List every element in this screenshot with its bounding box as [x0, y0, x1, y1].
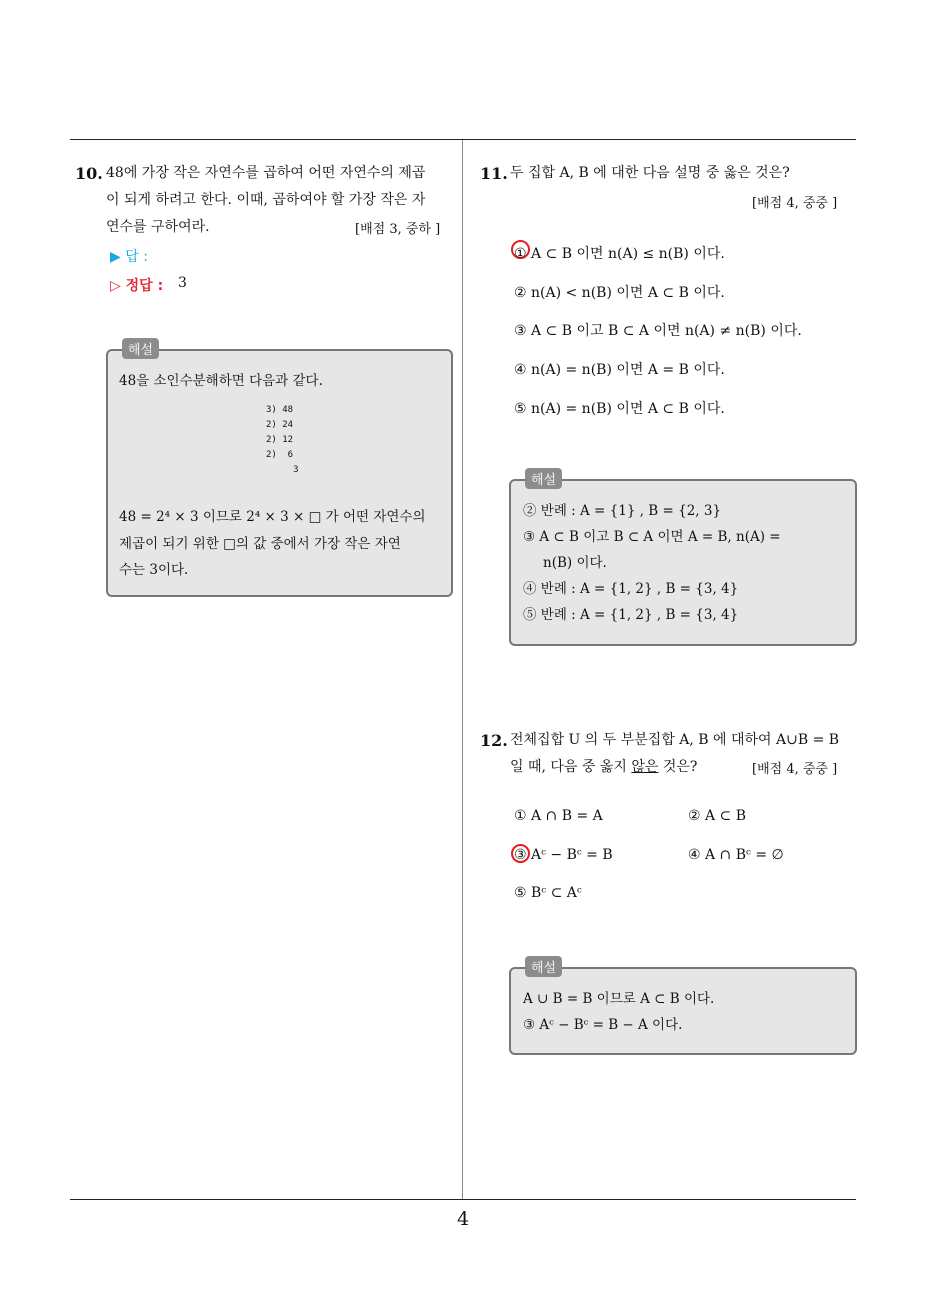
- q10-number: 10.: [75, 164, 103, 183]
- q10-solution-line4: 수는 3이다.: [119, 562, 189, 578]
- division-step: 2) 6: [266, 450, 294, 460]
- q11-option-2[interactable]: ② n(A) < n(B) 이면 A ⊂ B 이다.: [514, 285, 725, 301]
- q11-solution-line3: n(B) 이다.: [543, 555, 607, 571]
- q12-solution-line2: ③ Aᶜ − Bᶜ = B − A 이다.: [523, 1017, 683, 1033]
- q10-line1: 48에 가장 작은 자연수를 곱하여 어떤 자연수의 제곱: [106, 165, 426, 181]
- q10-score: [배점 3, 중하 ]: [355, 222, 441, 237]
- q10-line3: 연수를 구하여라.: [106, 219, 210, 235]
- q11-solution-line1: ② 반례 : A = {1} , B = {2, 3}: [523, 503, 722, 519]
- q10-solution-box: [106, 343, 453, 597]
- q10-solution-tag: 해설: [122, 338, 159, 359]
- q12-line1: 전체집합 U 의 두 부분집합 A, B 에 대하여 A∪B = B: [510, 732, 840, 748]
- q12-option-3[interactable]: ③ Aᶜ − Bᶜ = B: [514, 847, 613, 863]
- q11-line1: 두 집합 A, B 에 대한 다음 설명 중 옳은 것은?: [510, 165, 790, 181]
- q12-solution-box: [509, 961, 857, 1055]
- q10-correct-value: 3: [178, 275, 187, 291]
- q12-line2-pre: 일 때, 다음 중 옳지: [510, 759, 632, 775]
- division-step: 3: [266, 465, 299, 475]
- q10-division-diagram: [266, 403, 299, 478]
- q11-solution-line4: ④ 반례 : A = {1, 2} , B = {3, 4}: [523, 581, 739, 597]
- q12-option-2[interactable]: ② A ⊂ B: [688, 808, 747, 824]
- q10-line2: 이 되게 하려고 한다. 이때, 곱하여야 할 가장 작은 자: [106, 192, 426, 208]
- q12-option-1[interactable]: ① A ∩ B = A: [514, 808, 603, 824]
- q12-score: [배점 4, 중중 ]: [752, 762, 838, 777]
- q11-number: 11.: [480, 164, 508, 183]
- q12-number: 12.: [480, 731, 508, 750]
- q12-option-4[interactable]: ④ A ∩ Bᶜ = ∅: [688, 847, 784, 863]
- q11-solution-line5: ⑤ 반례 : A = {1, 2} , B = {3, 4}: [523, 607, 739, 623]
- q12-line2-underlined: 않은: [631, 759, 659, 775]
- q10-answer-label[interactable]: ▶ 답 :: [110, 249, 148, 265]
- q10-solution-line1: 48을 소인수분해하면 다음과 같다.: [119, 373, 323, 389]
- bottom-rule: [70, 1199, 856, 1200]
- q11-option-5[interactable]: ⑤ n(A) = n(B) 이면 A ⊂ B 이다.: [514, 401, 725, 417]
- q10-correct-label: ▷ 정답 :: [110, 278, 164, 294]
- q12-line2: [510, 754, 697, 781]
- q12-solution-line1: A ∪ B = B 이므로 A ⊂ B 이다.: [523, 991, 715, 1007]
- q11-option-1[interactable]: ① A ⊂ B 이면 n(A) ≤ n(B) 이다.: [514, 246, 725, 262]
- division-step: 2) 24: [266, 420, 294, 430]
- q10-solution-line3: 제곱이 되기 위한 □의 값 중에서 가장 작은 자연: [119, 536, 401, 552]
- page-number: 4: [456, 1208, 470, 1230]
- q12-line2-post: 것은?: [658, 759, 698, 775]
- q12-option-5[interactable]: ⑤ Bᶜ ⊂ Aᶜ: [514, 885, 582, 901]
- column-divider: [462, 140, 463, 1200]
- q10-solution-line2: 48 = 2⁴ × 3 이므로 2⁴ × 3 × □ 가 어떤 자연수의: [119, 509, 426, 525]
- q11-score: [배점 4, 중중 ]: [752, 196, 838, 211]
- division-step: 3) 48: [266, 405, 294, 415]
- q11-option-4[interactable]: ④ n(A) = n(B) 이면 A = B 이다.: [514, 362, 725, 378]
- q11-solution-box: [509, 473, 857, 646]
- q11-solution-tag: 해설: [525, 468, 562, 489]
- top-rule: [70, 139, 856, 140]
- q11-solution-line2: ③ A ⊂ B 이고 B ⊂ A 이면 A = B, n(A) =: [523, 529, 781, 545]
- q11-option-3[interactable]: ③ A ⊂ B 이고 B ⊂ A 이면 n(A) ≠ n(B) 이다.: [514, 323, 802, 339]
- q12-solution-tag: 해설: [525, 956, 562, 977]
- division-step: 2) 12: [266, 435, 294, 445]
